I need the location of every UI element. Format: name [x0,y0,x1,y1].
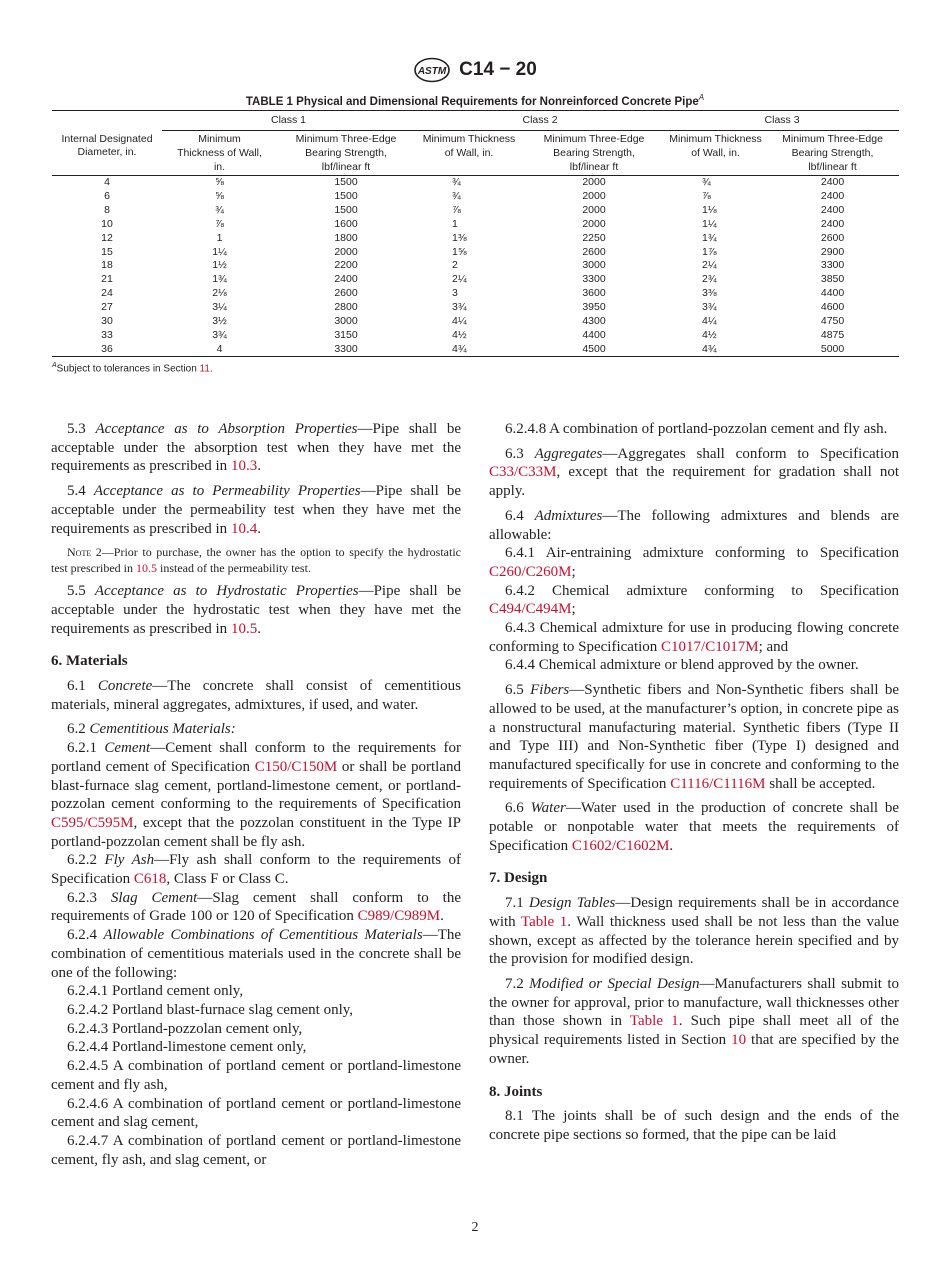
section-6-4-2: 6.4.2 Chemical admixture conforming to Specification C494/C494M; [489,582,899,618]
document-designation: C14 − 20 [459,59,537,80]
section-6-2-4-8: 6.2.4.8 A combination of portland-pozzolan cement and fly ash. [505,421,888,437]
table-row: 4 ⅝ 1500 ¾ 2000 ¾ 2400 [104,176,845,189]
section-6-2-4-7: 6.2.4.7 A combination of portland cement or portland-limestone cement, fly ash, and slag cement, or [51,1132,461,1168]
section-7-1: 7.1 Design Tables—Design requirements shall be in accordance with Table 1. Wall thickness used shall be not less than the value shown, except as affected by the tolerance herein specified and by the provision for modified design. [489,895,899,968]
section-6-2-1: 6.2.1 Cement—Cement shall conform to the requirements for portland cement of Specification C150/C150M or shall be portland blast-furnace slag cement, portland-limestone cement, or portland-pozzolan cement conforming to the requirements of Specification C595/C595M, except that the pozzolan constituent in the Type IP portland-pozzolan cement shall be fly ash. [51,740,461,850]
thickness-header: Minimum Thickness of Wall, in. [162,131,277,176]
table-row: 36 4 3300 4¾ 4500 4¾ 5000 [52,343,899,357]
spec-c1116-link[interactable]: C1116/C1116M [670,775,766,792]
strength-header: Minimum Three-Edge Bearing Strength, lbf/linear ft [766,131,899,176]
section-6-2-4: 6.2.4 Allowable Combinations of Cementitious Materials—The combination of cementitious materials used in the concrete shall be one of the following: [51,927,462,981]
section-10-4-link[interactable]: 10.4 [230,520,258,537]
section-10-5-link[interactable]: 10.5 [135,561,157,576]
page-number: 2 [471,1220,479,1235]
section-6-2-4-3: 6.2.4.3 Portland-pozzolan cement only, [67,1020,303,1037]
spec-c989-link[interactable]: C989/C989M [357,908,441,925]
section-5-3: 5.3 Acceptance as to Absorption Properties—Pipe shall be acceptable under the absorption test when they have met the requirements as prescribed in 10.3. [51,421,462,475]
note-2: Note 2—Prior to purchase, the owner has the option to specify the hydrostatic test prescribed in 10.5 instead of the permeability test. [51,545,462,576]
left-column [51,420,461,1169]
section-6-2-4-1: 6.2.4.1 Portland cement only, [67,983,244,1000]
table-1-link[interactable]: Table 1 [521,913,568,930]
table-row: 15 1¼ 2000 1⅝ 2600 1⅞ 2900 [101,245,845,258]
section-6-3: 6.3 Aggregates—Aggregates shall conform to Specification C33/C33M, except that the requirement for gradation shall not apply. [489,445,899,500]
table-title: TABLE 1 Physical and Dimensional Requirements for Nonreinforced Concrete Pipe$^A$ [245,93,705,108]
spec-c260-link[interactable]: C260/C260M [489,563,572,580]
diameter-header: Internal Designated Diameter, in. [52,131,162,176]
spec-c618-link[interactable]: C618 [133,871,167,888]
strength-header: Minimum Three-Edge Bearing Strength, lbf/linear ft [277,131,415,176]
section-8-1: 8.1 The joints shall be of such design and the ends of the concrete pipe sections so formed, that the pipe can be laid [489,1108,899,1143]
table-footnote: $^A$Subject to tolerances in Section 11. [52,362,213,375]
section-10-link[interactable]: 10 [731,1032,747,1049]
table-column-header-row [52,131,899,176]
table-class-header-row [52,111,899,131]
thickness-header: Minimum Thickness of Wall, in. [665,131,766,176]
section-6-5: 6.5 Fibers—Synthetic fibers and Non-Synthetic fibers shall be allowed to be used, at the manufacturer’s option, in concrete pipe as a nonstructural manufacturing material. Synthetic fibers (Type II and Type III) and Non-Synthetic fiber (Type I) designed and manufactured specifically for use in concrete and conforming to the requirements of Specification C1116/C1116M shall be accepted. [489,682,899,792]
table-row: 12 1 1800 1⅜ 2250 1¾ 2600 [101,231,845,244]
table-row: 21 1¾ 2400 2¼ 3300 2¾ 3850 [101,273,845,286]
section-6-2-4-4: 6.2.4.4 Portland-limestone cement only, [67,1039,307,1056]
section-10-3-link[interactable]: 10.3 [230,458,258,475]
section-5-4: 5.4 Acceptance as to Permeability Properties—Pipe shall be acceptable under the permeability test when they have met the requirements as prescribed in 10.4. [51,483,462,537]
section-11-link[interactable]: 11 [199,363,210,375]
section-6-4-1: 6.4.1 Air-entraining admixture conforming to Specification C260/C260M; [489,545,899,580]
astm-logo-icon [413,57,451,83]
section-6-6: 6.6 Water—Water used in the production of concrete shall be potable or nonpotable water that meets the requirements of Specification C1602/C1602M. [489,800,900,854]
table-row: 18 1½ 2200 2 3000 2¼ 3300 [101,259,845,272]
section-6-4: 6.4 Admixtures—The following admixtures and blends are allowable: [489,507,899,543]
table-row: 10 ⅞ 1600 1 2000 1¼ 2400 [101,217,845,230]
table-row: 6 ⅝ 1500 ¾ 2000 ⅞ 2400 [104,190,845,203]
spec-c1017-link[interactable]: C1017/C1017M [661,638,759,655]
section-6-4-4: 6.4.4 Chemical admixture or blend approved by the owner. [505,657,859,674]
thickness-header: Minimum Thickness of Wall, in. [415,131,523,176]
spec-c1602-link[interactable]: C1602/C1602M [571,837,670,854]
right-column [489,420,899,1151]
requirements-table [52,110,899,357]
section-6-2-3: 6.2.3 Slag Cement—Slag cement shall conform to the requirements of Grade 100 or 120 of Specification C989/C989M. [51,889,461,925]
spec-c494-link[interactable]: C494/C494M [489,601,572,618]
section-6-2-4-2: 6.2.4.2 Portland blast-furnace slag cement only, [67,1001,354,1018]
section-5-5: 5.5 Acceptance as to Hydrostatic Properties—Pipe shall be acceptable under the hydrostatic test when they have met the requirements as prescribed in 10.5. [51,583,461,637]
section-6-2-4-5: 6.2.4.5 A combination of portland cement or portland-limestone cement and fly ash, [51,1058,461,1093]
section-6-2-4-6: 6.2.4.6 A combination of portland cement or portland-limestone cement and slag cement, [51,1095,461,1131]
page-header [0,56,950,84]
heading-joints: 8. Joints [489,1083,543,1100]
table-row: 24 2⅛ 2600 3 3600 3⅜ 4400 [101,287,845,300]
spec-c150-link[interactable]: C150/C150M [254,758,338,775]
class-2-header: Class 2 [415,111,665,131]
heading-design: 7. Design [489,870,548,887]
table-1-link[interactable]: Table 1 [629,1013,679,1030]
section-7-2: 7.2 Modified or Special Design—Manufacturers shall submit to the owner for approval, prior to manufacture, wall thicknesses other than those shown in Table 1. Such pipe shall meet all of the physical requirements listed in Section 10 that are specified by the owner. [489,975,900,1067]
strength-header: Minimum Three-Edge Bearing Strength, lbf/linear ft [523,131,665,176]
spec-c33-link[interactable]: C33/C33M [489,464,557,481]
table-row: 27 3¼ 2800 3¾ 3950 3¾ 4600 [101,300,845,313]
section-6-1: 6.1 Concrete—The concrete shall consist of cementitious materials, mineral aggregates, admixtures, if used, and water. [51,678,461,713]
section-6-2-2: 6.2.2 Fly Ash—Fly ash shall conform to the requirements of Specification C618, Class F or Class C. [51,852,462,888]
heading-materials: 6. Materials [51,653,128,670]
table-title-note-marker: A [698,93,705,102]
class-3-header: Class 3 [665,111,899,131]
table-row: 33 3¾ 3150 4½ 4400 4½ 4875 [101,328,845,341]
table-row: 8 ¾ 1500 ⅞ 2000 1⅛ 2400 [104,204,845,217]
svg-text:ASTM: ASTM [418,66,447,77]
section-6-4-3: 6.4.3 Chemical admixture for use in producing flowing concrete conforming to Specification C1017/C1017M; and [489,620,899,655]
section-10-5-link[interactable]: 10.5 [230,620,258,637]
section-6-2: 6.2 Cementitious Materials: [67,721,236,738]
class-1-header: Class 1 [162,111,415,131]
spec-c595-link[interactable]: C595/C595M [51,814,134,831]
table-row: 30 3½ 3000 4¼ 4300 4¼ 4750 [101,314,845,327]
